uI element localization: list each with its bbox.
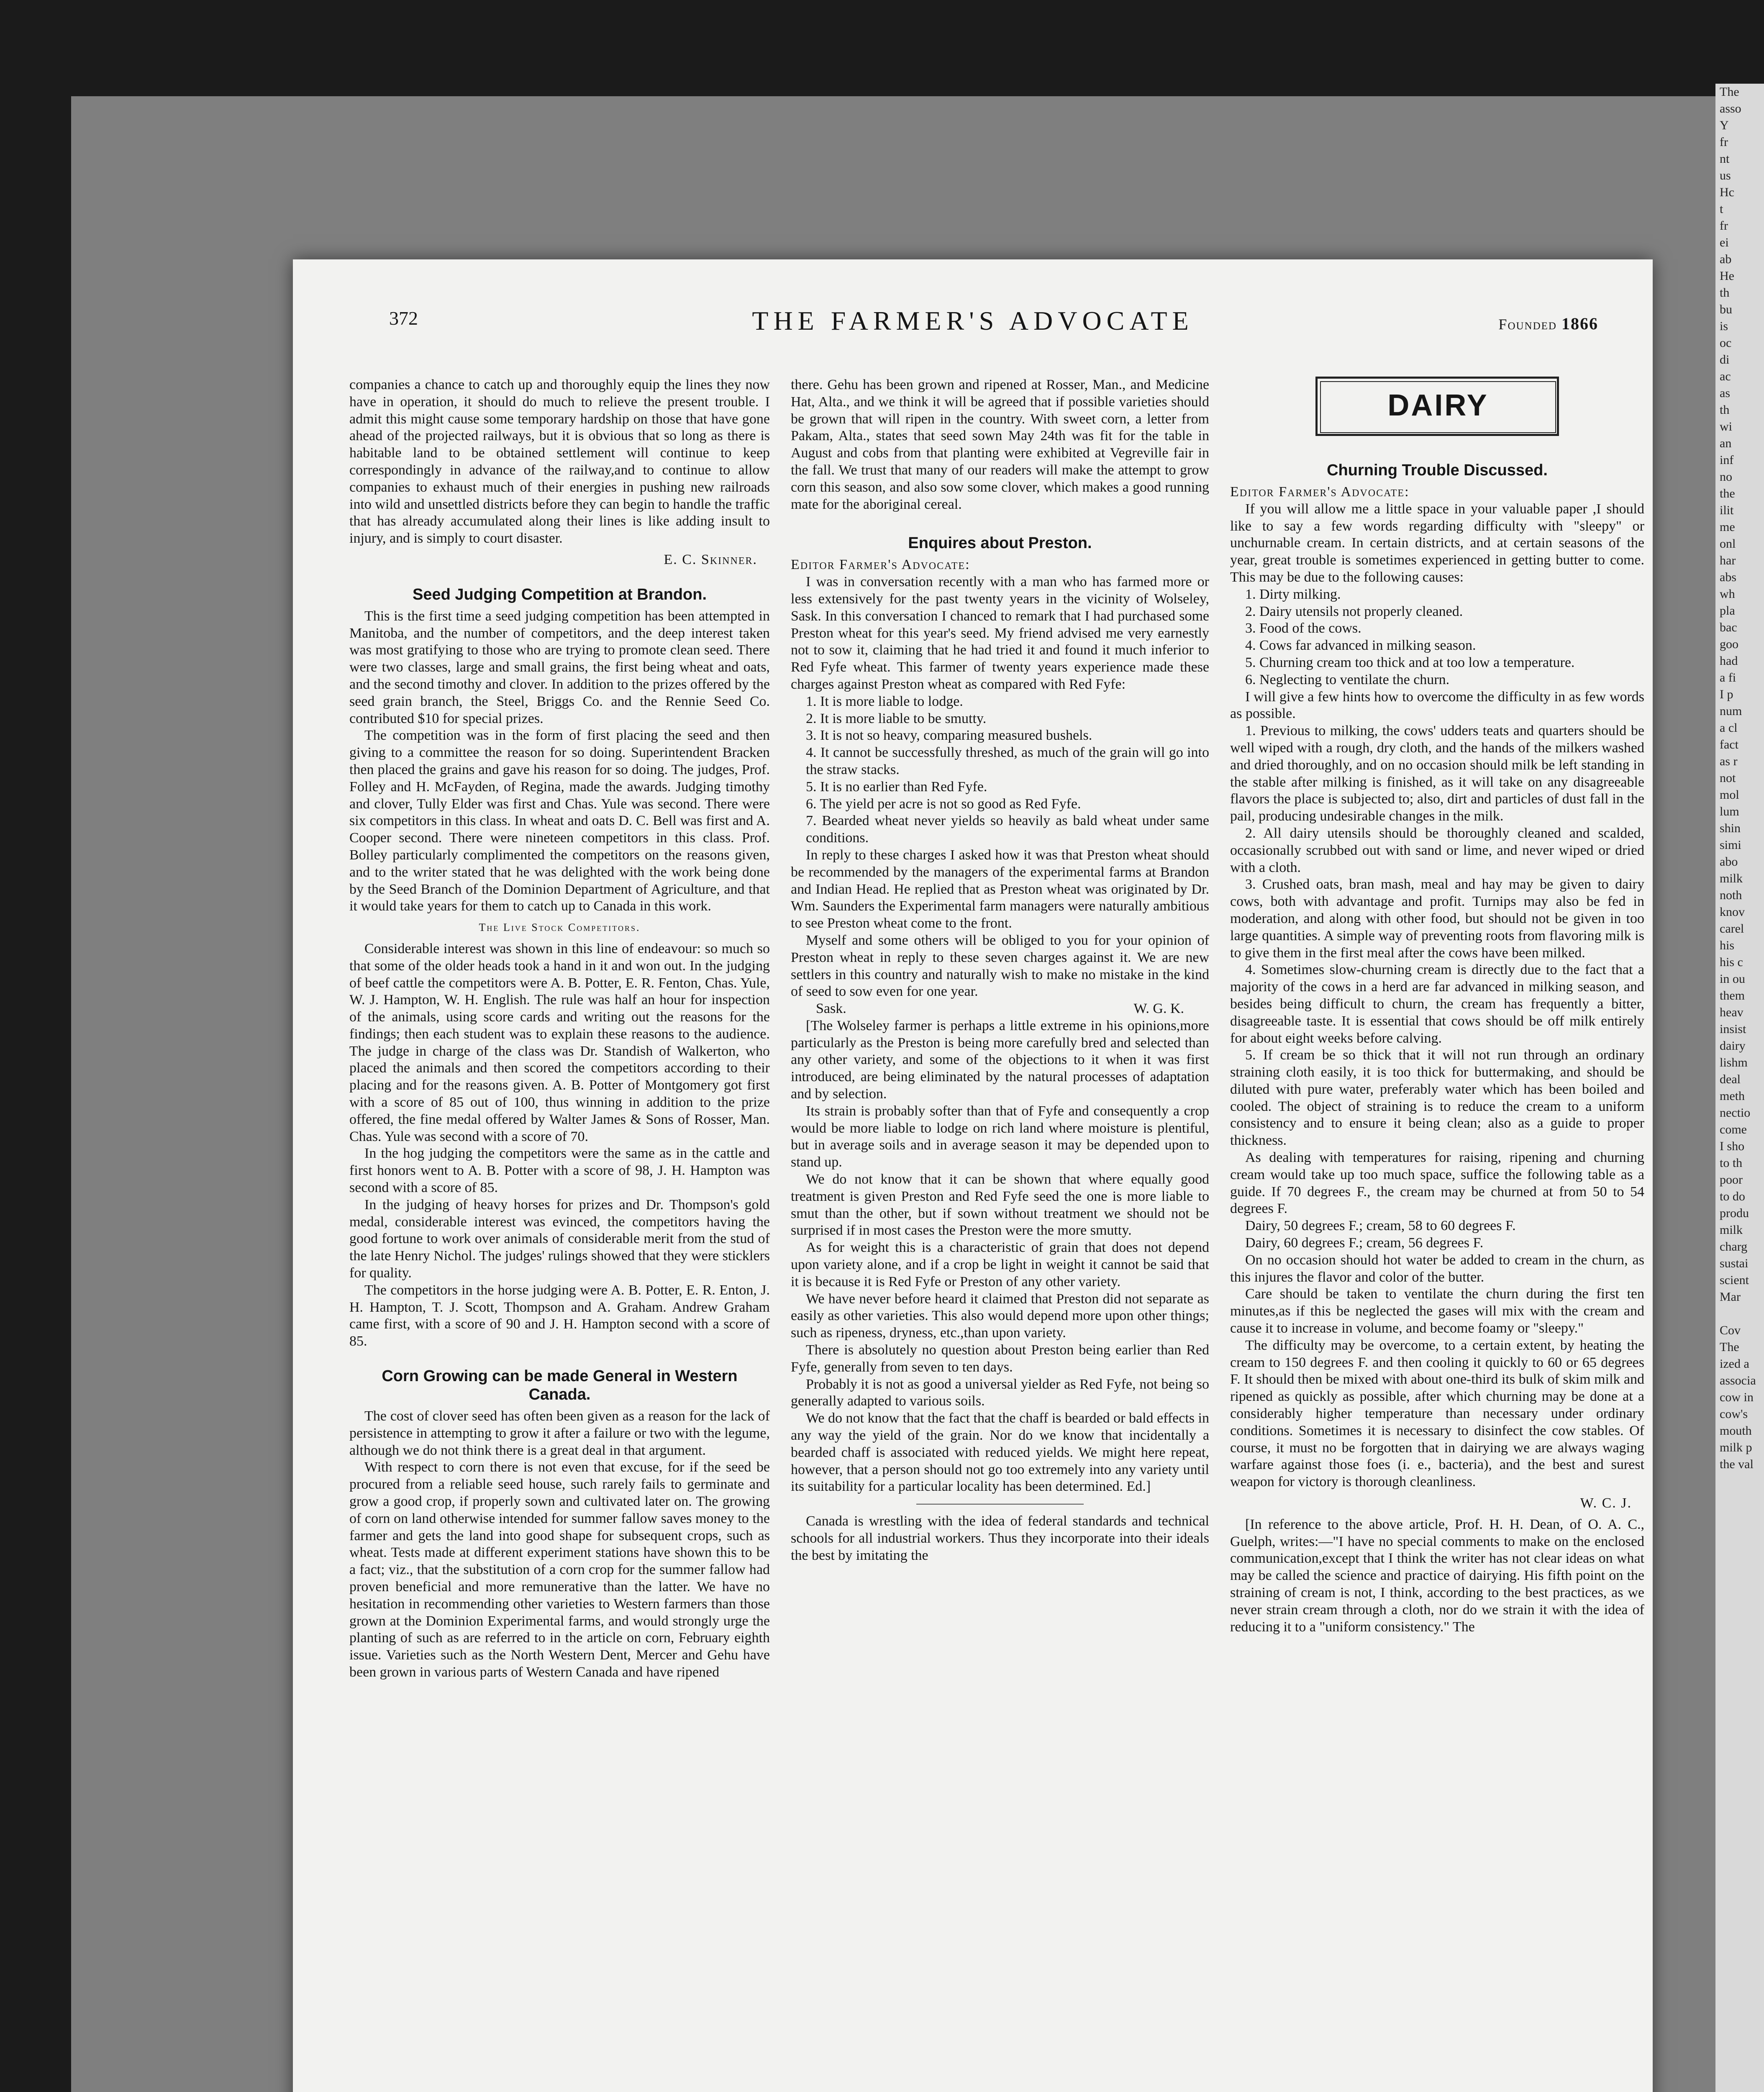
adjacent-page-line: wi — [1720, 420, 1732, 433]
article-paragraph: Probably it is not as good a universal yielder as Red Fyfe, not being so generally adapted to various soils. — [791, 1376, 1209, 1409]
adjacent-page-line: dairy — [1720, 1039, 1746, 1053]
adjacent-page-line — [1720, 1305, 1764, 1322]
article-heading: Seed Judging Competition at Brandon. — [413, 585, 707, 603]
article-paragraph: There is absolutely no question about Preston being earlier than Red Fyfe, generally from seven to ten days. — [791, 1342, 1209, 1375]
article-paragraph: there. Gehu has been grown and ripened at Rosser, Man., and Medicine Hat, Alta., and we think it will be agreed that if possible varieties should be grown that will ripen in the country. With sweet corn, a letter from Pakam, Alta., states that seed sown May 24th was fit for the table in August and cobs from that planting were exhibited at Vegreville fair in the fall. We trust that many of our readers will make the attempt to grow corn this season, and also sow some clover, which makes a good running mate for the aboriginal cereal. — [791, 377, 1209, 512]
adjacent-page-line: di — [1720, 353, 1730, 367]
adjacent-page-line: ilit — [1720, 503, 1734, 517]
adjacent-page-line: t — [1720, 202, 1723, 216]
adjacent-page-line: lum — [1720, 805, 1739, 818]
article-paragraph: 3. Crushed oats, bran mash, meal and hay may be given to dairy cows, both with advantage and profit. Turnips may also be fed in moderation, and along with other food, but should not be given in too large quantities. A simple way of preventing roots from flavoring milk is to give them in the first meal after the cows have been milked. — [1230, 877, 1644, 961]
adjacent-page-line: mol — [1720, 788, 1739, 802]
salutation: Editor Farmer's Advocate: — [1230, 484, 1410, 500]
article-paragraph: The competitors in the horse judging were A. B. Potter, E. R. Enton, J. H. Hampton, T. J. Scott, Thompson and A. Graham. Andrew Graham came first, with a score of 90 and J. H. Hampton second with a score of 85. — [349, 1282, 770, 1349]
adjacent-page-line: no — [1720, 470, 1732, 484]
article-paragraph: I will give a few hints how to overcome the difficulty in as few words as possible. — [1230, 689, 1644, 722]
adjacent-page-line: heav — [1720, 1005, 1743, 1019]
signature: E. C. Skinner. — [664, 551, 757, 567]
article-paragraph: With respect to corn there is not even that excuse, for if the seed be procured from a reliable seed house, such rarely fails to germinate and grow a good crop, if properly sown and cultivated later on. The growing of corn on land otherwise intended for summer fallow saves money to the farmer and gets the land into good shape for subsequent crops, such as wheat. Tests made at different experiment stations have shown this to be a fact; viz., that the substitution of a corn crop for the summer fallow had proven beneficial and more remunerative than the latter. We have no hesitation in recommending other varieties to Western farmers than those grown at the Dominion Experimental farms, and would strongly urge the planting of such as are referred to in the article on corn, February eighth issue. Varieties such as the North Western Dent, Mercer and Gehu have been grown in various parts of Western Canada and have ripened — [349, 1459, 770, 1680]
article-paragraph: The cost of clover seed has often been given as a reason for the lack of persistence in attempting to grow it after a failure or two with the legume, although we do not think there is a great deal in that argument. — [349, 1408, 770, 1458]
signature: W. C. J. — [1580, 1495, 1632, 1511]
adjacent-page-line: a fi — [1720, 671, 1736, 685]
adjacent-page-text — [1715, 84, 1764, 2092]
article-paragraph: On no occasion should hot water be added to cream in the churn, as this injures the flavor and color of the butter. — [1230, 1252, 1644, 1285]
adjacent-page-line: us — [1720, 169, 1731, 182]
adjacent-page-line: his c — [1720, 955, 1743, 969]
adjacent-page-line: as — [1720, 386, 1730, 400]
adjacent-page-line: had — [1720, 654, 1738, 668]
adjacent-page-line: in ou — [1720, 972, 1745, 986]
adjacent-page-line: scient — [1720, 1273, 1749, 1287]
adjacent-page-line: nt — [1720, 152, 1730, 166]
adjacent-page-line: as r — [1720, 754, 1738, 768]
adjacent-page-line: I p — [1720, 687, 1733, 701]
article-paragraph: In the hog judging the competitors were the same as in the cattle and first honors went to A. B. Potter with a score of 98, J. H. Hampton was second with a score of 85. — [349, 1146, 770, 1196]
adjacent-page-line: the — [1720, 487, 1735, 500]
article-paragraph: In the judging of heavy horses for prizes and Dr. Thompson's gold medal, considerable interest was evinced, the competitors having the good fortune to work over animals of considerable merit from the stud of the late Henry Nichol. The judges' rulings showed that they were sticklers for quality. — [349, 1197, 770, 1281]
adjacent-page-line: wh — [1720, 587, 1735, 601]
newspaper-page — [293, 259, 1653, 2092]
adjacent-page-line: fr — [1720, 219, 1728, 233]
adjacent-page-line: th — [1720, 286, 1730, 300]
salutation: Editor Farmer's Advocate: — [791, 557, 970, 573]
adjacent-page-line: them — [1720, 989, 1745, 1002]
adjacent-page-line: me — [1720, 520, 1735, 534]
adjacent-page-line: Hc — [1720, 185, 1734, 199]
article-paragraph: 1. Previous to milking, the cows' udders teats and quarters should be well wiped with a rough, dry cloth, and the hands of the milkers washed and dried thoroughly, and on no occasion should milk be left standing in the stable after milking is finished, as it will take on any disagreeable flavors the place is subjected to; also, dirt and particles of dust fall in the pail, producing undesirable changes in the milk. — [1230, 723, 1644, 824]
adjacent-page-line: oc — [1720, 336, 1732, 350]
dairy-section-banner — [1315, 377, 1559, 436]
adjacent-page-line: ab — [1720, 252, 1732, 266]
article-paragraph: The competition was in the form of first placing the seed and then giving to a committee the reason for so doing. Superintendent Bracken then placed the grains and gave his reason for so doing. The judges, Prof. Folley and H. McFayden, of Regina, made the awards. Judging timothy and clover, Tully Elder was first and Chas. Yule was second. There were six competitors in this class. In wheat and oats D. C. Bell was first and A. Cooper second. There were nineteen competitors in this class. Prof. Bolley particularly complimented the competitors on the reasons given, and to the writer stated that he was delighted with the work being done by the Seed Branch of the Dominion Department of Agriculture, and that it would take years for them to catch up to Canada in this work. — [349, 728, 770, 914]
list-item: 1. It is more liable to lodge. — [806, 693, 963, 709]
article-paragraph: The difficulty may be overcome, to a certain extent, by heating the cream to 150 degrees F. and then cooling it quickly to 60 or 65 degrees F. It should then be mixed with about one-third its bulk of skim milk and ripened as quickly as possible, after which churning may be done at a considerably higher temperature than necessary under ordinary conditions. Sometimes it is necessary to disinfect the cow stables. Of course, it must no be forgotten that in dairying we are always waging warfare against those foes (i. e., bacteria), and the best and surest weapon for victory is thorough cleanliness. — [1230, 1337, 1644, 1490]
founded-year: 1866 — [1561, 314, 1598, 333]
article-paragraph: As dealing with temperatures for raising, ripening and churning cream would take up too much space, suffice the following table as a guide. If 70 degrees F., the cream may be churned at from 50 to 54 degrees F. — [1230, 1150, 1644, 1217]
running-head — [293, 305, 1653, 343]
adjacent-page-line: th — [1720, 403, 1730, 417]
adjacent-page-line: abs — [1720, 570, 1736, 584]
adjacent-page-line: is — [1720, 319, 1728, 333]
adjacent-page-line: nectio — [1720, 1106, 1751, 1120]
adjacent-page-line: simi — [1720, 838, 1741, 852]
adjacent-page-line: goo — [1720, 637, 1738, 651]
list-item: 1. Dirty milking. — [1245, 586, 1341, 602]
adjacent-page-line: ized a — [1720, 1357, 1749, 1371]
adjacent-page-line: har — [1720, 554, 1736, 567]
adjacent-page-line: to th — [1720, 1156, 1743, 1170]
adjacent-page-line: onl — [1720, 537, 1736, 551]
adjacent-page-line: come — [1720, 1123, 1747, 1136]
adjacent-page-strip — [1715, 84, 1764, 2092]
adjacent-page-line: I sho — [1720, 1139, 1745, 1153]
article-paragraph: In reply to these charges I asked how it was that Preston wheat should be recommended by the managers of the experimental farms at Brandon and Indian Head. He replied that as Preston wheat was originated by Dr. Wm. Saunders the Experimental farm managers were naturally ambitious to see Preston wheat come to the front. — [791, 847, 1209, 931]
article-paragraph: Myself and some others will be obliged to you for your opinion of Preston wheat in reply to these seven charges against it. We are new settlers in this country and naturally wish to make no mistake in the kind of seed to sow even for one year. — [791, 932, 1209, 1000]
adjacent-page-line: Y — [1720, 118, 1729, 132]
section-subheading: The Live Stock Competitors. — [479, 921, 641, 934]
article-paragraph: We do not know that the fact that the chaff is bearded or bald effects in any way the yield of the grain. Nor do we know that incidentally a bearded chaff is associated with reduced yields. We might here repeat, however, that a person should not go too extremely into any variety until its suitability for a particular locality has been determined. Ed.] — [791, 1410, 1209, 1495]
article-paragraph: Care should be taken to ventilate the churn during the first ten minutes,as if this be neglected the gases will mix with the cream and cause it to increase in volume, and become foamy or "sleepy." — [1230, 1286, 1644, 1336]
adjacent-page-line: milk p — [1720, 1441, 1752, 1454]
adjacent-page-line: inf — [1720, 453, 1734, 467]
list-item: 5. Churning cream too thick and at too low a temperature. — [1245, 654, 1575, 670]
adjacent-page-line: not — [1720, 771, 1736, 785]
article-heading: Enquires about Preston. — [908, 534, 1092, 552]
adjacent-page-line: noth — [1720, 888, 1742, 902]
adjacent-page-line: The — [1720, 85, 1739, 99]
adjacent-page-line: The — [1720, 1340, 1739, 1354]
list-item: 2. It is more liable to be smutty. — [806, 710, 987, 726]
adjacent-page-line: ac — [1720, 369, 1731, 383]
list-item: 3. It is not so heavy, comparing measured bushels. — [806, 728, 1092, 743]
adjacent-page-line: charg — [1720, 1240, 1748, 1254]
adjacent-page-line: milk — [1720, 1223, 1743, 1237]
adjacent-page-line: associa — [1720, 1374, 1756, 1387]
column-3 — [1230, 377, 1644, 2092]
adjacent-page-line: num — [1720, 704, 1742, 718]
adjacent-page-line: lishm — [1720, 1056, 1748, 1069]
adjacent-page-line: an — [1720, 436, 1732, 450]
article-paragraph: If you will allow me a little space in your valuable paper ,I should like to say a few words regarding difficulty with "sleepy" or unchurnable cream. In certain districts, and at certain seasons of the year, great trouble is sometimes experienced in getting butter to come. This may be due to the following causes: — [1230, 501, 1644, 585]
article-heading: Corn Growing can be made General in Western Canada. — [382, 1367, 738, 1404]
adjacent-page-line: abo — [1720, 855, 1738, 869]
adjacent-page-line: milk — [1720, 872, 1743, 885]
column-1 — [349, 377, 770, 2092]
adjacent-page-line: ei — [1720, 236, 1729, 249]
adjacent-page-line: sustai — [1720, 1256, 1749, 1270]
article-paragraph: I was in conversation recently with a man who has farmed more or less extensively for the past twenty years in the vicinity of Wolseley, Sask. In this conversation I chanced to remark that I had purchased some Preston wheat for this year's seed. My friend advised me very earnestly not to sow it, claiming that he had tried it and found it much inferior to Red Fyfe wheat. This farmer of twenty years experience made these charges against Preston wheat as compared with Red Fyfe: — [791, 574, 1209, 692]
adjacent-page-line: a cl — [1720, 721, 1738, 735]
article-paragraph: 2. All dairy utensils should be thoroughly cleaned and scalded, occasionally scrubbed out with sand or lime, and never wiped or dried with a cloth. — [1230, 825, 1644, 875]
page-number: 372 — [389, 308, 418, 329]
dairy-section-title: DAIRY — [1320, 381, 1556, 433]
adjacent-page-line: asso — [1720, 102, 1741, 115]
adjacent-page-line: pla — [1720, 604, 1735, 618]
list-item: 3. Food of the cows. — [1245, 620, 1361, 636]
article-paragraph: Canada is wrestling with the idea of federal standards and technical schools for all industrial workers. Thus they incorporate into their ideals the best by imitating the — [791, 1513, 1209, 1563]
founded-label: Founded 1866 — [1498, 314, 1598, 333]
adjacent-page-line: carel — [1720, 922, 1744, 936]
adjacent-page-line: deal — [1720, 1072, 1741, 1086]
list-item: 6. Neglecting to ventilate the churn. — [1245, 672, 1450, 687]
adjacent-page-line: He — [1720, 269, 1734, 283]
article-paragraph: Considerable interest was shown in this line of endeavour: so much so that some of the older heads took a hand in it and won out. In the judging of beef cattle the competitors were A. B. Potter, E. R. Fenton, Chas. Yule, W. J. Hampton, W. H. English. The rule was half an hour for inspection of the animals, using score cards and writing out the reasons for the findings; then each student was to explain these reasons to the audience. The judge in charge of the class was Dr. Standish of Walkerton, who placed the animals and then scored the competitors according to their placing and for the reasons given. A. B. Potter of Montgomery got first with a score of 85 out of 100, thus winning in addition to the prize offered, the fine medal offered by Walter James & Sons of Rosser, Man. Chas. Yule was second with a score of 70. — [349, 941, 770, 1144]
adjacent-page-line: to do — [1720, 1190, 1745, 1203]
adjacent-page-line: cow's — [1720, 1407, 1748, 1421]
adjacent-page-line: the val — [1720, 1457, 1754, 1471]
adjacent-page-line: knov — [1720, 905, 1745, 919]
adjacent-page-line: fr — [1720, 135, 1728, 149]
adjacent-page-line: cow in — [1720, 1390, 1754, 1404]
article-paragraph: 4. Sometimes slow-churning cream is directly due to the fact that a majority of the cows in a herd are far advanced in milking season, and besides being difficult to churn, the cream has frequently a bitter, disagreeable taste. It is essential that cows should be off milk entirely for about eight weeks before calving. — [1230, 962, 1644, 1046]
adjacent-page-line: poor — [1720, 1173, 1743, 1187]
journal-title: THE FARMER'S ADVOCATE — [752, 306, 1194, 336]
list-item: 5. It is no earlier than Red Fyfe. — [806, 779, 987, 795]
article-paragraph: This is the first time a seed judging competition has been attempted in Manitoba, and the number of competitors, and the deep interest taken was most gratifying to those who are trying to promote clean seed. There were two classes, large and small grains, the first being wheat and oats, and the second timothy and clover. In addition to the prizes offered by the seed grain branch, the Steel, Briggs Co. and the Rennie Seed Co. contributed $10 for special prizes. — [349, 608, 770, 726]
list-item: 4. It cannot be successfully threshed, as much of the grain will go into the straw stacks. — [806, 745, 1209, 777]
article-paragraph: We do not know that it can be shown that where equally good treatment is given Preston and Red Fyfe seed the one is more liable to smut than the other, but if sown without treatment we should not be surprised if in most cases the Preston were the more smutty. — [791, 1172, 1209, 1238]
letter-signoff — [791, 1000, 1209, 1018]
article-heading: Churning Trouble Discussed. — [1327, 461, 1548, 479]
article-paragraph: Its strain is probably softer than that of Fyfe and consequently a crop would be more liable to lodge on rich land where moisture is plentiful, but in average soils and in average season it may be depended upon to stand up. — [791, 1103, 1209, 1170]
adjacent-page-line: meth — [1720, 1089, 1745, 1103]
article-paragraph: As for weight this is a characteristic of grain that does not depend upon variety alone, and if a crop be light in weight it cannot be said that it is because it is Red Fyfe or Preston of any other variety. — [791, 1240, 1209, 1290]
adjacent-page-line: produ — [1720, 1206, 1749, 1220]
adjacent-page-line: bac — [1720, 620, 1737, 634]
article-paragraph: We have never before heard it claimed that Preston did not separate as easily as other varieties. This also would depend more upon other things; such as ripeness, dryness, etc.,than upon variety. — [791, 1291, 1209, 1341]
table-line: Dairy, 60 degrees F.; cream, 56 degrees F. — [1245, 1235, 1484, 1251]
article-paragraph: companies a chance to catch up and thoroughly equip the lines they now have in operation, it should do much to relieve the present trouble. I admit this might cause some temporary hardship on those that have gone ahead of the projected railways, but it is obvious that so long as there is habitable land to be obtained settlement will continue to keep correspondingly in advance of the railway,and to continue to allow companies to exhaust much of their energies in pushing new railroads into wild and unsettled districts before they can begin to handle the traffic that has already accumulated along their lines is like adding insult to injury, and is simply to court disaster. — [349, 377, 770, 546]
signoff-initials: W. G. K. — [1133, 1001, 1184, 1017]
signoff-place: Sask. — [816, 1001, 846, 1017]
adjacent-page-line: fact — [1720, 738, 1738, 751]
article-paragraph: 5. If cream be so thick that it will not run through an ordinary straining cloth easily, it is too thick for buttermaking, and should be diluted with pure water, preferably water which has been boiled and cooled. The object of straining is to reduce the cream to a uniform consistency and to ensure it being clean; also as a guide to proper thickness. — [1230, 1047, 1644, 1149]
article-paragraph: [The Wolseley farmer is perhaps a little extreme in his opinions,more particularly as the Preston is being more carefully bred and selected than any other variety, and some of the objections to it when it was first introduced, are being eliminated by the natural processes of adaptation and by selection. — [791, 1018, 1209, 1102]
column-2 — [791, 377, 1209, 2092]
adjacent-page-line: bu — [1720, 303, 1732, 316]
adjacent-page-line: insist — [1720, 1022, 1746, 1036]
article-paragraph: [In reference to the above article, Prof. H. H. Dean, of O. A. C., Guelph, writes:—"I have no special comments to make on the enclosed communication,except that I think the writer has not clear ideas on what may be called the science and practice of dairying. His fifth point on the straining of cream is not, I think, according to the best practices, as we never strain cream through a cloth, nor do we strain it with the idea of reducing it to a "uniform consistency." The — [1230, 1516, 1644, 1635]
adjacent-page-line: mouth — [1720, 1424, 1752, 1438]
adjacent-page-line: shin — [1720, 821, 1741, 835]
list-item: 4. Cows far advanced in milking season. — [1245, 638, 1476, 654]
list-item: 6. The yield per acre is not so good as Red Fyfe. — [806, 796, 1081, 812]
adjacent-page-line: Mar — [1720, 1290, 1741, 1304]
adjacent-page-line: his — [1720, 938, 1735, 952]
list-item: 7. Bearded wheat never yields so heavily as bald wheat under same conditions. — [806, 813, 1209, 846]
divider — [916, 1504, 1084, 1505]
adjacent-page-line: Cov — [1720, 1323, 1741, 1337]
table-line: Dairy, 50 degrees F.; cream, 58 to 60 degrees F. — [1245, 1218, 1516, 1234]
list-item: 2. Dairy utensils not properly cleaned. — [1245, 603, 1463, 619]
